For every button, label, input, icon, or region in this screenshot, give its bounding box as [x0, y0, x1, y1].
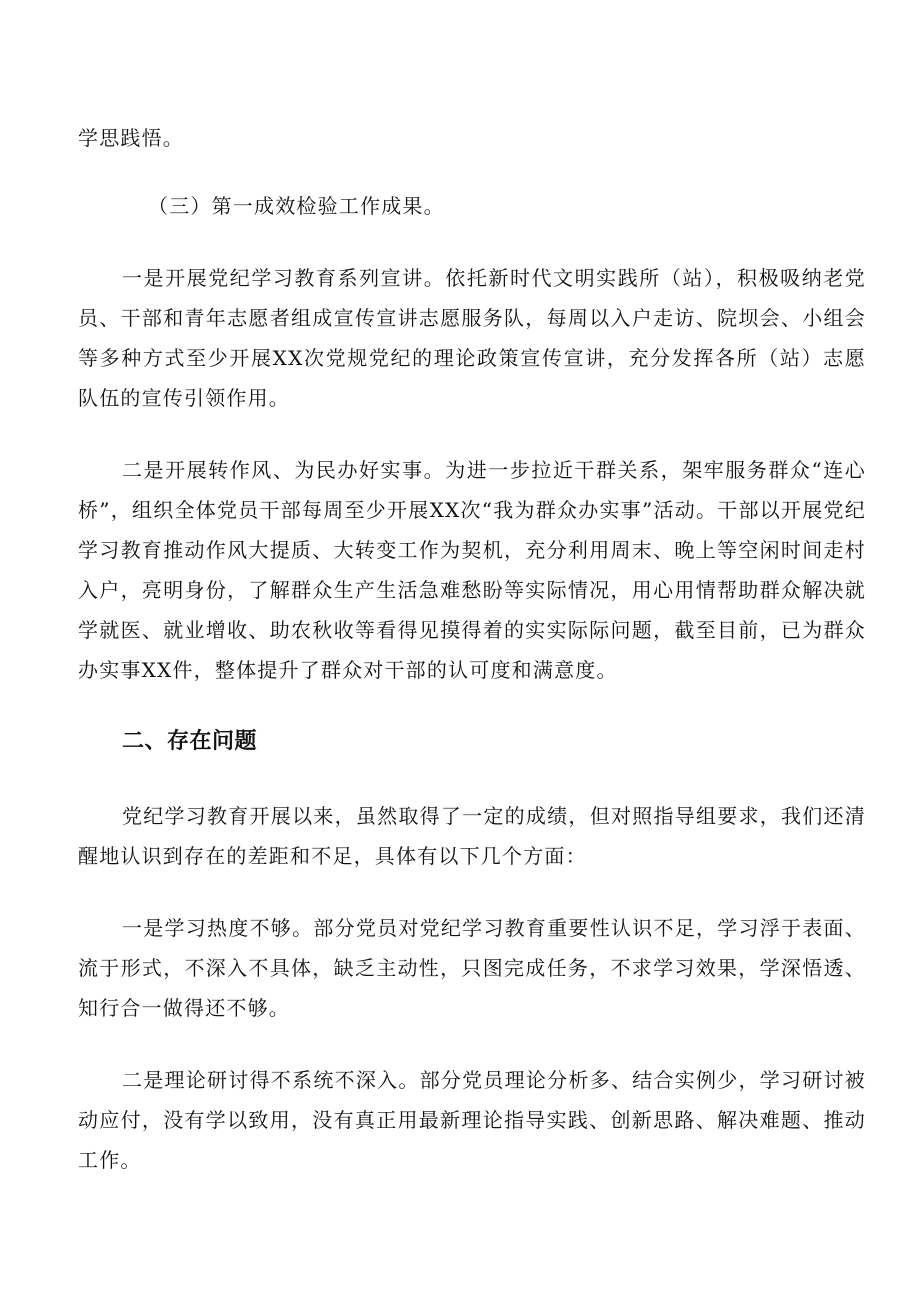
- continuation-text: 学思践悟。: [78, 126, 184, 150]
- paragraph-5: 二是理论研讨得不系统不深入。部分党员理论分析多、结合实例少，学习研讨被动应付，没有学以致用，没有真正用最新理论指导实践、创新思路、解决难题、推动工作。: [78, 1068, 866, 1172]
- document-page: [78, 118, 866, 1212]
- paragraph-4: 一是学习热度不够。部分党员对党纪学习教育重要性认识不足，学习浮于表面、流于形式，不深入不具体，缺乏主动性，只图完成任务，不求学习效果，学深悟透、知行合一做得还不够。: [78, 916, 866, 1020]
- paragraph-3: 党纪学习教育开展以来，虽然取得了一定的成绩，但对照指导组要求，我们还清醒地认识到存在的差距和不足，具体有以下几个方面：: [78, 804, 866, 868]
- paragraph-1: 一是开展党纪学习教育系列宣讲。依托新时代文明实践所（站），积极吸纳老党员、干部和青年志愿者组成宣传宣讲志愿服务队，每周以入户走访、院坝会、小组会等多种方式至少开展XX次党规党纪的理论政策宣传宣讲，充分发挥各所（站）志愿队伍的宣传引领作用。: [78, 266, 866, 410]
- subheading-3: （三）第一成效检验工作成果。: [148, 194, 445, 218]
- section-heading-2: 二、存在问题: [122, 729, 258, 754]
- paragraph-2: 二是开展转作风、为民办好实事。为进一步拉近干群关系，架牢服务群众“连心桥”，组织全体党员干部每周至少开展XX次“我为群众办实事”活动。干部以开展党纪学习教育推动作风大提质、大转变工作为契机，充分利用周末、晚上等空闲时间走村入户，亮明身份，了解群众生产生活急难愁盼等实际情况，用心用情帮助群众解决就学就医、就业增收、助农秋收等看得见摸得着的实实际际问题，截至目前，已为群众办实事XX件，整体提升了群众对干部的认可度和满意度。: [78, 458, 866, 682]
